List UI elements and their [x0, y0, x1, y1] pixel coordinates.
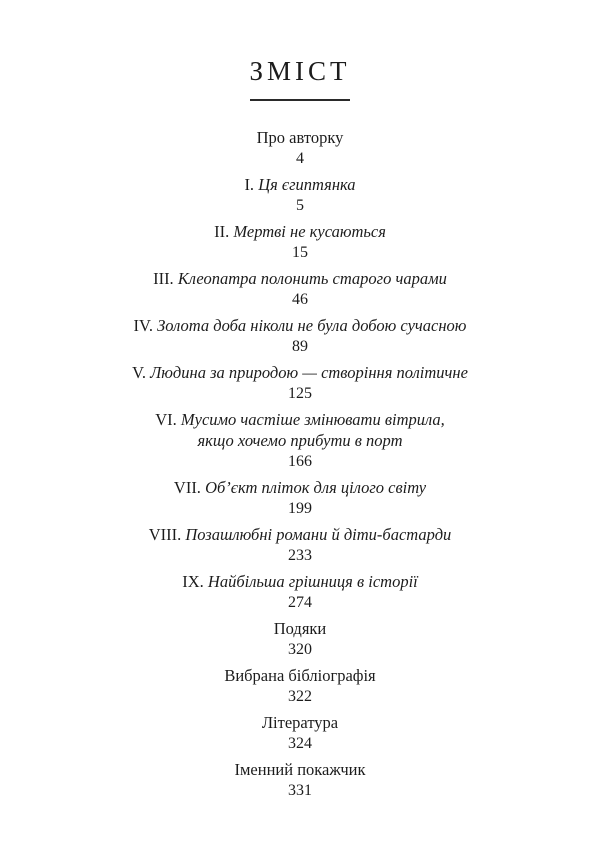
toc-entry-title — [70, 665, 530, 686]
toc-entry-chapter-5 — [70, 362, 530, 404]
toc-entry-title — [70, 571, 530, 592]
toc-entry-page: 324 — [288, 735, 312, 752]
page-title: ЗМІСТ — [249, 56, 351, 86]
toc-entry-page: 199 — [288, 500, 312, 517]
toc-entry-text: Золота доба ніколи не була добою сучасною — [157, 316, 467, 335]
toc-entry-page: 46 — [292, 291, 308, 308]
toc-entry-title — [70, 477, 530, 498]
toc-entry-chapter-9 — [70, 571, 530, 613]
toc-entry-title — [70, 618, 530, 639]
toc-entry-number: IV. — [133, 316, 158, 335]
toc-entry-text: Вибрана бібліографія — [224, 666, 376, 685]
toc-entry-number: VIII. — [148, 525, 186, 544]
toc-list — [70, 127, 530, 801]
toc-entry-text: Мертві не кусаються — [233, 222, 386, 241]
toc-entry-page: 89 — [292, 338, 308, 355]
toc-entry-page: 331 — [288, 782, 312, 799]
toc-entry-number: IX. — [182, 572, 208, 591]
toc-entry-bibliography — [70, 665, 530, 707]
toc-entry-page: 322 — [288, 688, 312, 705]
toc-entry-title — [70, 524, 530, 545]
toc-entry-chapter-2 — [70, 221, 530, 263]
title-divider — [250, 99, 350, 101]
toc-entry-number: III. — [153, 269, 178, 288]
toc-entry-acknowledgements — [70, 618, 530, 660]
toc-entry-text-line2: якщо хочемо прибути в порт — [197, 431, 403, 450]
toc-entry-text: Клеопатра полонить старого чарами — [177, 269, 447, 288]
toc-entry-title — [70, 759, 530, 780]
toc-entry-page: 166 — [288, 453, 312, 470]
toc-entry-text: Іменний покажчик — [234, 760, 366, 779]
toc-entry-page: 125 — [288, 385, 312, 402]
toc-entry-chapter-1 — [70, 174, 530, 216]
toc-entry-number: VI. — [155, 410, 181, 429]
toc-entry-page: 233 — [288, 547, 312, 564]
toc-entry-text: Позашлюбні романи й діти-бастарди — [185, 525, 452, 544]
toc-entry-text: Про авторку — [256, 128, 344, 147]
toc-entry-page: 320 — [288, 641, 312, 658]
toc-entry-number: II. — [214, 222, 234, 241]
toc-entry-title — [70, 127, 530, 148]
toc-entry-text: Література — [261, 713, 339, 732]
toc-entry-chapter-3 — [70, 268, 530, 310]
toc-entry-title — [70, 174, 530, 195]
toc-entry-number: I. — [244, 175, 259, 194]
toc-entry-text: Найбільша грішниця в історії — [207, 572, 418, 591]
toc-entry-page: 274 — [288, 594, 312, 611]
toc-entry-page: 5 — [296, 197, 304, 214]
toc-entry-title — [70, 409, 530, 430]
toc-entry-page: 15 — [292, 244, 308, 261]
toc-entry-chapter-7 — [70, 477, 530, 519]
toc-entry-text: Мусимо частіше змінювати вітрила, — [180, 410, 445, 429]
toc-entry-number: V. — [132, 363, 151, 382]
toc-entry-title — [70, 712, 530, 733]
toc-entry-chapter-8 — [70, 524, 530, 566]
toc-entry-number: VII. — [173, 478, 206, 497]
toc-entry-title — [70, 268, 530, 289]
toc-entry-chapter-4 — [70, 315, 530, 357]
toc-entry-text: Ця єгиптянка — [258, 175, 356, 194]
toc-entry-title — [70, 362, 530, 383]
toc-entry-text: Подяки — [273, 619, 327, 638]
toc-entry-title — [70, 221, 530, 242]
toc-entry-page: 4 — [296, 150, 304, 167]
toc-entry-about-author — [70, 127, 530, 169]
toc-entry-name-index — [70, 759, 530, 801]
toc-entry-text: Людина за природою — створіння політичне — [150, 363, 468, 382]
toc-entry-chapter-6 — [70, 409, 530, 472]
toc-entry-literature — [70, 712, 530, 754]
toc-entry-text: Об’єкт пліток для цілого світу — [205, 478, 427, 497]
toc-entry-title — [70, 315, 530, 336]
